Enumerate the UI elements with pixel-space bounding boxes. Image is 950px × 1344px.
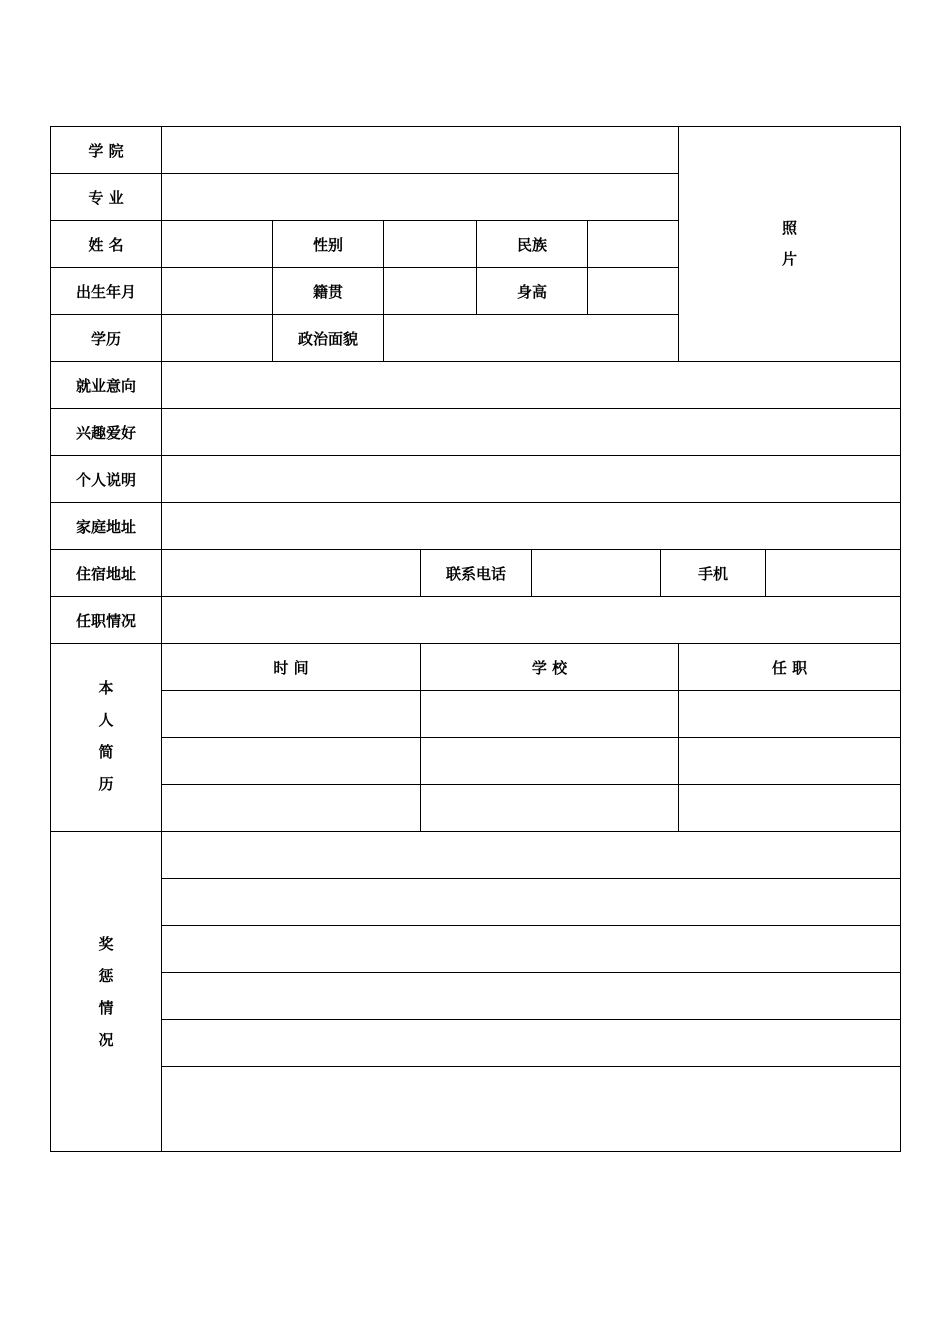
resume-row (51, 785, 901, 832)
name-field[interactable] (162, 221, 273, 268)
name-label: 姓 名 (51, 221, 162, 268)
hobbies-label: 兴趣爱好 (51, 409, 162, 456)
birth-date-label: 出生年月 (51, 268, 162, 315)
political-status-label: 政治面貌 (273, 315, 384, 362)
native-place-field[interactable] (384, 268, 477, 315)
awards-field[interactable] (162, 1020, 901, 1067)
ethnicity-label: 民族 (477, 221, 588, 268)
resume-position-field[interactable] (679, 738, 901, 785)
home-address-field[interactable] (162, 503, 901, 550)
college-label: 学 院 (51, 127, 162, 174)
gender-label: 性别 (273, 221, 384, 268)
employment-intention-label: 就业意向 (51, 362, 162, 409)
resume-position-field[interactable] (679, 785, 901, 832)
photo-label: 照 片 (782, 219, 798, 268)
native-place-label: 籍贯 (273, 268, 384, 315)
resume-position-field[interactable] (679, 691, 901, 738)
awards-row (51, 973, 901, 1020)
row-personal-statement (51, 456, 901, 503)
resume-header-row (51, 644, 901, 691)
employment-intention-field[interactable] (162, 362, 901, 409)
dorm-address-label: 住宿地址 (51, 550, 162, 597)
height-label: 身高 (477, 268, 588, 315)
awards-field[interactable] (162, 832, 901, 879)
resume-col-time: 时 间 (162, 644, 421, 691)
resume-form-table (50, 126, 901, 1152)
resume-label: 本 人 简 历 (98, 678, 114, 793)
positions-held-field[interactable] (162, 597, 901, 644)
resume-row (51, 691, 901, 738)
personal-statement-field[interactable] (162, 456, 901, 503)
row-college (51, 127, 901, 174)
resume-school-field[interactable] (421, 691, 679, 738)
height-field[interactable] (588, 268, 679, 315)
row-hobbies (51, 409, 901, 456)
resume-time-field[interactable] (162, 738, 421, 785)
major-field[interactable] (162, 174, 679, 221)
personal-statement-label: 个人说明 (51, 456, 162, 503)
row-employment-intention (51, 362, 901, 409)
resume-school-field[interactable] (421, 738, 679, 785)
awards-row (51, 1067, 901, 1152)
resume-col-school: 学 校 (421, 644, 679, 691)
education-field[interactable] (162, 315, 273, 362)
awards-label-cell (51, 832, 162, 1152)
row-dorm-address (51, 550, 901, 597)
education-label: 学历 (51, 315, 162, 362)
awards-field[interactable] (162, 973, 901, 1020)
resume-school-field[interactable] (421, 785, 679, 832)
home-address-label: 家庭地址 (51, 503, 162, 550)
resume-label-cell (51, 644, 162, 832)
awards-field[interactable] (162, 879, 901, 926)
resume-col-position: 任 职 (679, 644, 901, 691)
contact-phone-field[interactable] (532, 550, 661, 597)
ethnicity-field[interactable] (588, 221, 679, 268)
hobbies-field[interactable] (162, 409, 901, 456)
college-field[interactable] (162, 127, 679, 174)
row-positions-held (51, 597, 901, 644)
awards-label: 奖 惩 情 况 (98, 934, 114, 1049)
awards-row (51, 1020, 901, 1067)
mobile-field[interactable] (766, 550, 901, 597)
row-home-address (51, 503, 901, 550)
major-label: 专 业 (51, 174, 162, 221)
awards-row (51, 879, 901, 926)
positions-held-label: 任职情况 (51, 597, 162, 644)
awards-row (51, 832, 901, 879)
awards-field[interactable] (162, 926, 901, 973)
political-status-field[interactable] (384, 315, 679, 362)
resume-time-field[interactable] (162, 785, 421, 832)
awards-row (51, 926, 901, 973)
birth-date-field[interactable] (162, 268, 273, 315)
photo-box[interactable] (679, 127, 901, 362)
mobile-label: 手机 (661, 550, 766, 597)
resume-row (51, 738, 901, 785)
resume-time-field[interactable] (162, 691, 421, 738)
gender-field[interactable] (384, 221, 477, 268)
awards-field[interactable] (162, 1067, 901, 1152)
contact-phone-label: 联系电话 (421, 550, 532, 597)
dorm-address-field[interactable] (162, 550, 421, 597)
